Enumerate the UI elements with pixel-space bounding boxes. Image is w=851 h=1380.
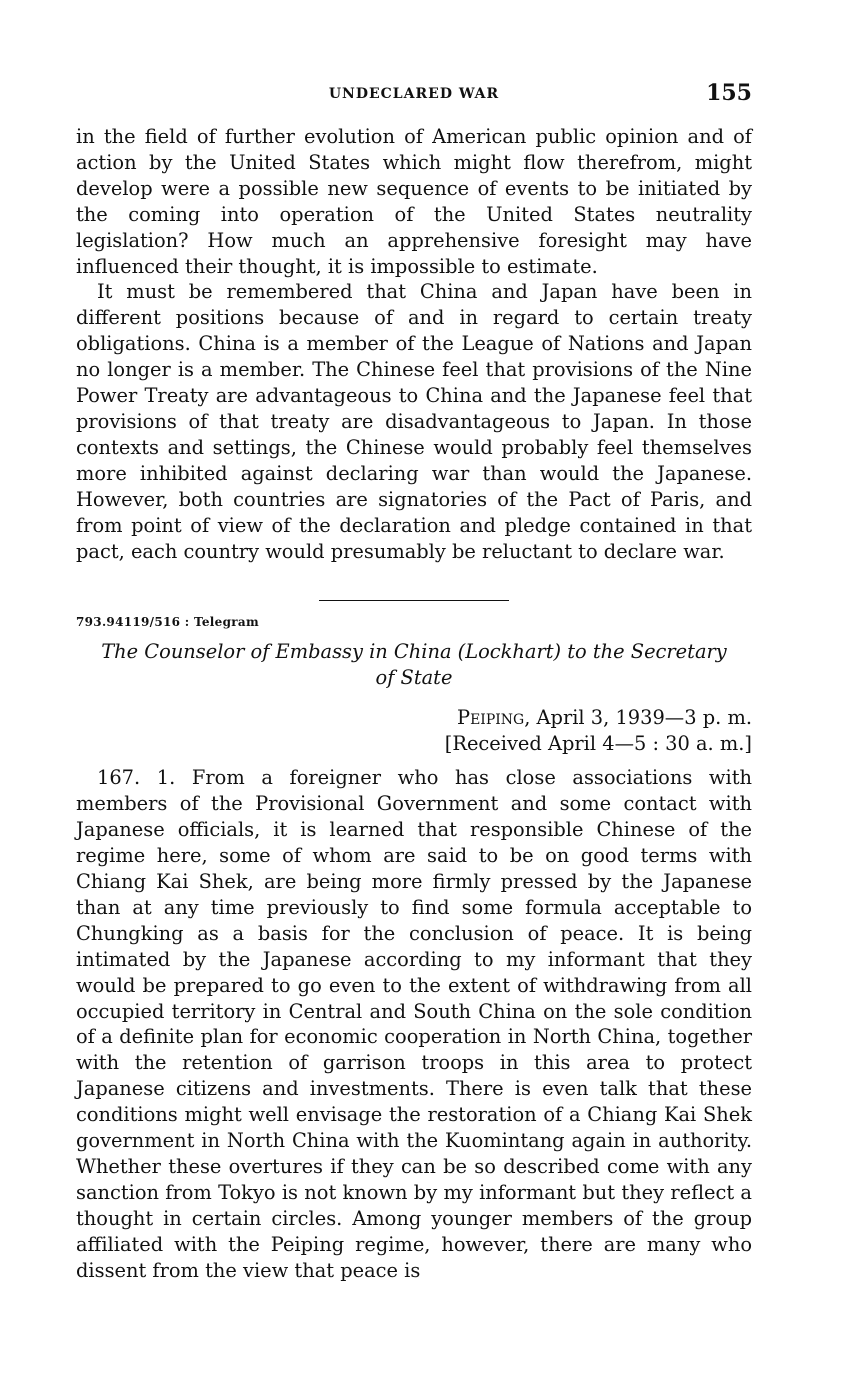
running-header — [76, 78, 752, 110]
running-title: UNDECLARED WAR — [328, 86, 500, 102]
dateline-received: [Received April 4—5 : 30 a. m.] — [444, 732, 752, 756]
paragraph-treaty-obligations: It must be remembered that China and Japan have been in different positions because of and in regard to certain treaty obligations. China is a member of the League of Nations and Japan no longer is a member. The Chinese feel that provisions of the Nine Power Treaty are advantageous to China and the Japanese feel that provisions of that treaty are disadvantageous to Japan. In those contexts and settings, the Chinese would probably feel themselves more inhibited against declaring war than would the Japanese. However, both countries are signatories of the Pact of Paris, and from point of view of the declaration and pledge contained in that pact, each country would presumably be reluctant to declare war. — [76, 280, 752, 563]
document-title: The Counselor of Embassy in China (Lockhart) to the Secretary of State — [101, 640, 727, 690]
dateline — [76, 705, 752, 757]
dateline-place: Peiping, — [457, 706, 531, 730]
paragraph-continuation: in the field of further evolution of American public opinion and of action by the United States which might flow therefrom, might develop were a possible new sequence of events to be initiated by the coming into operation of the United States neutrality legislation? How much an apprehensive foresight may have influenced their thought, it is impossible to estimate. — [76, 125, 752, 278]
file-reference: 793.94119/516 : Telegram — [76, 615, 259, 630]
dateline-sent — [76, 705, 752, 731]
section-divider — [319, 600, 509, 601]
page-number: 155 — [706, 80, 752, 106]
document-page — [76, 78, 752, 1284]
dateline-date: April 3, 1939—3 p. m. — [536, 706, 752, 730]
telegram-body: 167. 1. From a foreigner who has close associations with members of the Provisional Government and some contact with Japanese officials, it is learned that responsible Chinese of the regime here, some of whom are said to be on good terms with Chiang Kai Shek, are being more firmly pressed by the Japanese than at any time previously to find some formula acceptable to Chungking as a basis for the conclusion of peace. It is being intimated by the Japanese according to my informant that they would be prepared to go even to the extent of withdrawing from all occupied territory in Central and South China on the sole condition of a definite plan for economic cooperation in North China, together with the retention of garrison troops in this area to protect Japanese citizens and investments. There is even talk that these conditions might well envisage the restoration of a Chiang Kai Shek government in North China with the Kuomintang again in authority. Whether these overtures if they can be so described come with any sanction from Tokyo is not known by my informant but they reflect a thought in certain circles. Among younger members of the group affiliated with the Peiping regime, however, there are many who dissent from the view that peace is — [76, 766, 752, 1282]
